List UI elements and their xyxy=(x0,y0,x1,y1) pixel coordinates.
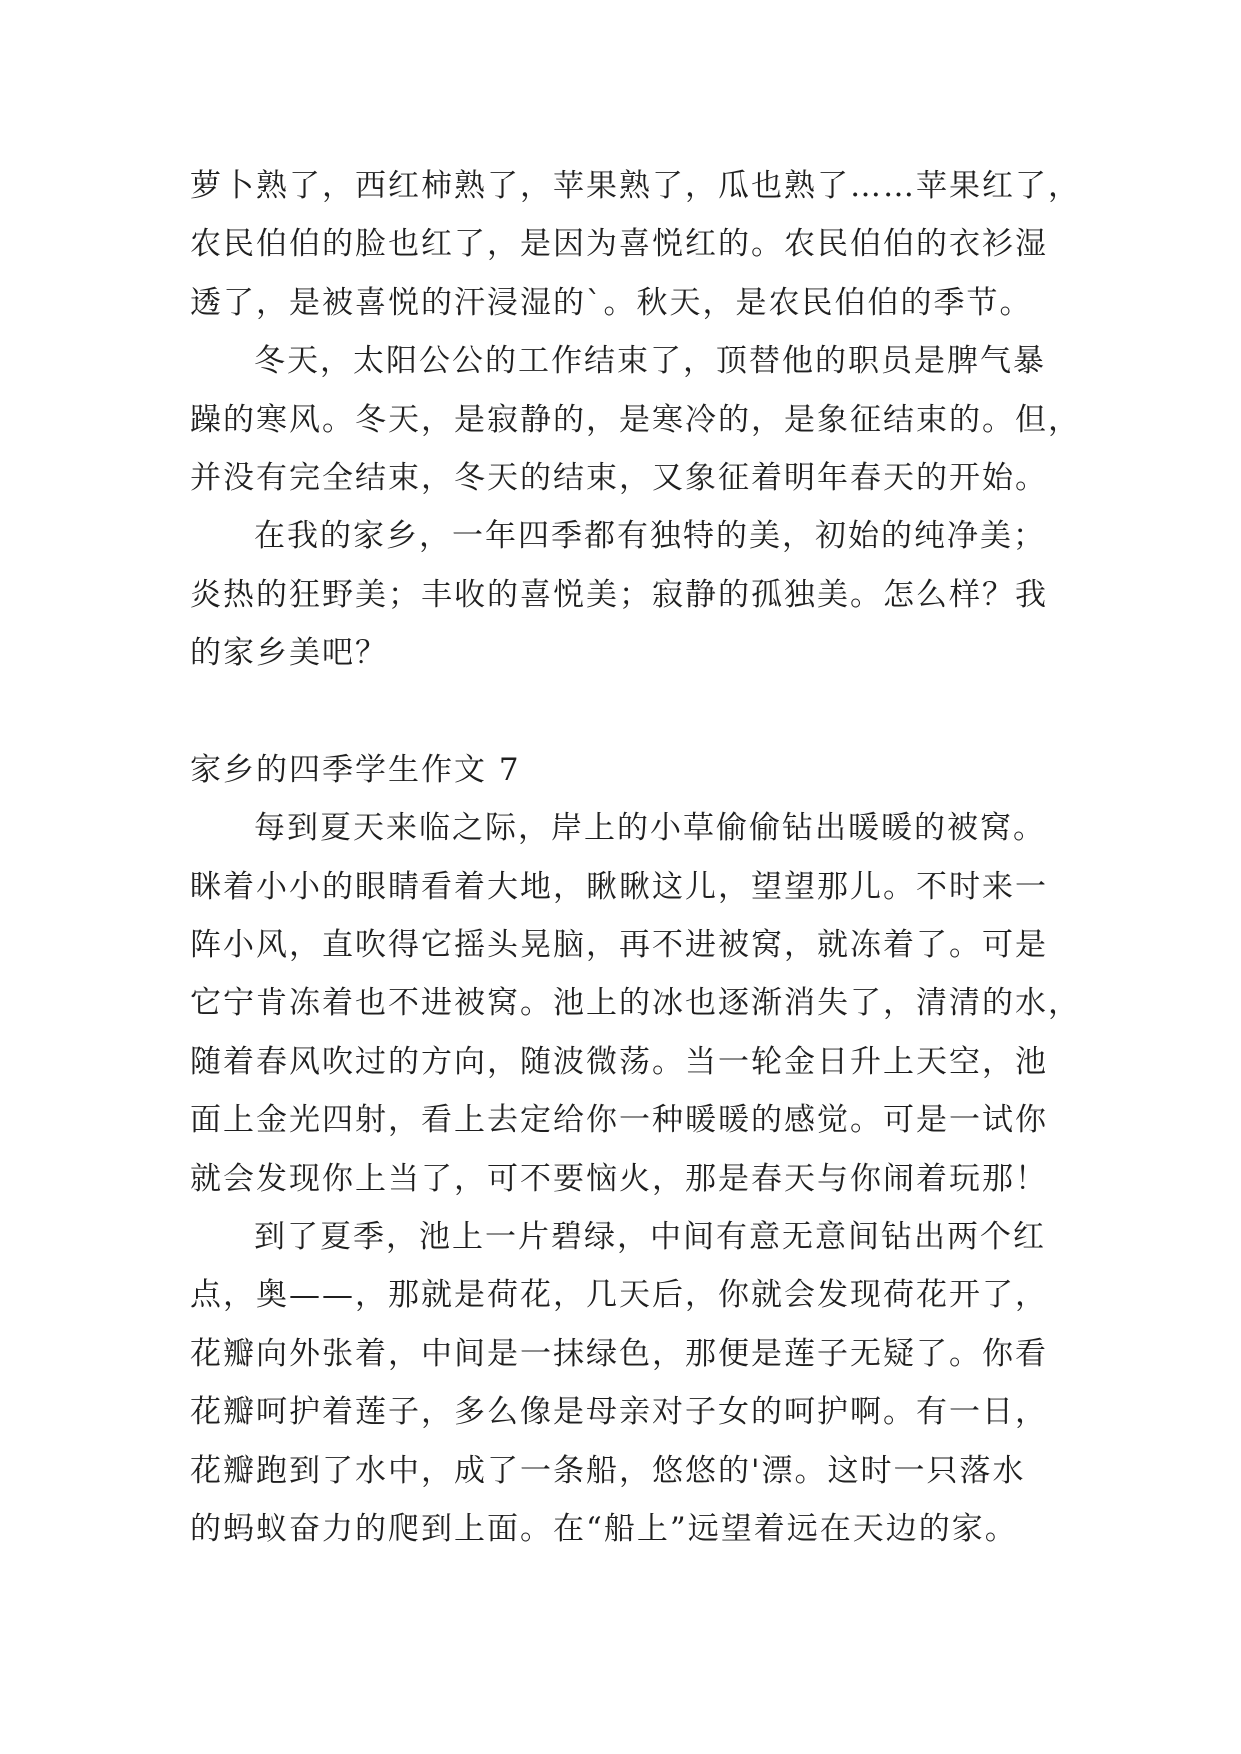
text-line: 透了，是被喜悦的汗浸湿的`。秋天，是农民伯伯的季节。 xyxy=(190,284,1033,321)
text-line: 面上金光四射，看上去定给你一种暖暖的感觉。可是一试你 xyxy=(190,1102,1048,1139)
text-line: 花瓣向外张着，中间是一抹绿色，那便是莲子无疑了。你看 xyxy=(190,1335,1048,1372)
paragraph-autumn-end xyxy=(190,157,1081,332)
text-line: 花瓣呵护着莲子，多么像是母亲对子女的呵护啊。有一日， xyxy=(190,1394,1048,1431)
text-line: 阵小风，直吹得它摇头晃脑，再不进被窝，就冻着了。可是 xyxy=(190,927,1048,964)
text-line: 每到夏天来临之际，岸上的小草偷偷钻出暖暖的被窝。 xyxy=(254,810,1046,847)
text-line: 花瓣跑到了水中，成了一条船，悠悠的'漂。这时一只落水 xyxy=(190,1452,1026,1489)
text-line: 点，奥——，那就是荷花，几天后，你就会发现荷花开了， xyxy=(190,1277,1048,1314)
text-line: 的蚂蚁奋力的爬到上面。在“船上”远望着远在天边的家。 xyxy=(190,1510,1018,1547)
text-line: 冬天，太阳公公的工作结束了，顶替他的职员是脾气暴 xyxy=(254,343,1046,380)
document-body xyxy=(190,157,1081,1558)
section-title: 家乡的四季学生作文 7 xyxy=(190,751,521,788)
text-line: 眯着小小的眼睛看着大地，瞅瞅这儿，望望那儿。不时来一 xyxy=(190,868,1048,905)
paragraph-conclusion xyxy=(190,507,1070,682)
text-line: 的家乡美吧？ xyxy=(190,635,388,672)
text-line: 炎热的狂野美；丰收的喜悦美；寂静的孤独美。怎么样？我 xyxy=(190,576,1048,613)
blank-line xyxy=(190,683,1070,741)
text-line: 并没有完全结束，冬天的结束，又象征着明年春天的开始。 xyxy=(190,459,1048,496)
text-line: 随着春风吹过的方向，随波微荡。当一轮金日升上天空，池 xyxy=(190,1043,1048,1080)
text-line: 躁的寒风。冬天，是寂静的，是寒冷的，是象征结束的。但， xyxy=(190,401,1081,438)
paragraph-summer-lotus xyxy=(190,1208,1070,1558)
text-line: 在我的家乡，一年四季都有独特的美，初始的纯净美； xyxy=(254,518,1046,555)
paragraph-spring-grass xyxy=(190,799,1081,1208)
text-line: 它宁肯冻着也不进被窝。池上的冰也逐渐消失了，清清的水， xyxy=(190,985,1081,1022)
text-line: 萝卜熟了，西红柿熟了，苹果熟了，瓜也熟了……苹果红了， xyxy=(190,168,1081,204)
paragraph-winter xyxy=(190,332,1081,507)
text-line: 就会发现你上当了，可不要恼火，那是春天与你闹着玩那！ xyxy=(190,1160,1048,1197)
text-line: 农民伯伯的脸也红了，是因为喜悦红的。农民伯伯的衣衫湿 xyxy=(190,226,1048,263)
text-line: 到了夏季，池上一片碧绿，中间有意无意间钻出两个红 xyxy=(254,1219,1046,1256)
